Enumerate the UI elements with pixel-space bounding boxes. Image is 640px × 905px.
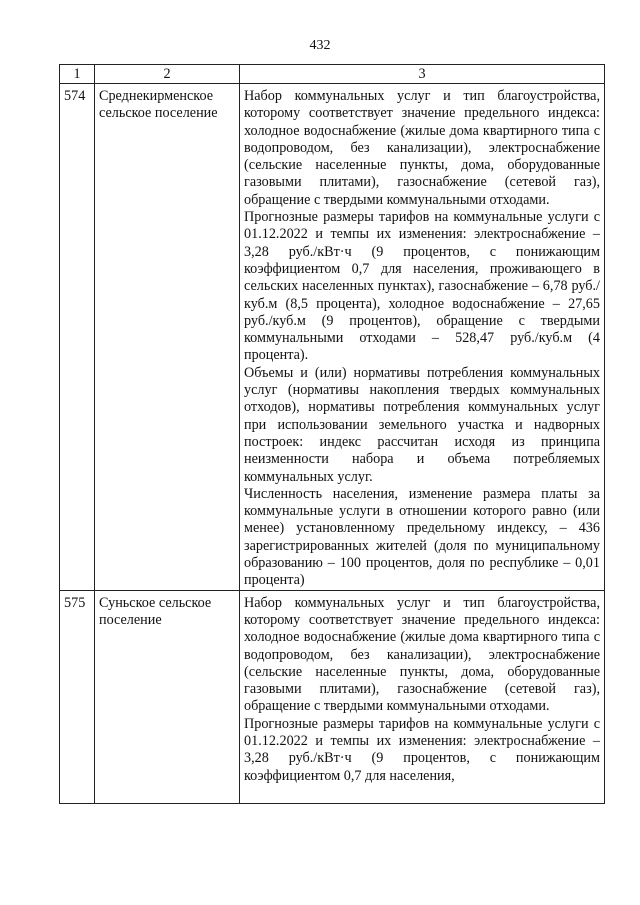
column-header-1: 1 — [60, 65, 95, 84]
row-description — [240, 590, 605, 803]
paragraph-tariffs: Прогнозные размеры тарифов на коммунальные услуги с 01.12.2022 и темпы их изменения: электроснабжение – 3,28 руб./кВт·ч (9 процентов, с понижающим коэффициентом 0,7 для населения, — [244, 715, 600, 784]
paragraph-utilities-set: Набор коммунальных услуг и тип благоустройства, которому соответствует значение предельного индекса: холодное водоснабжение (жилые дома квартирного типа с водопроводом, без канализации), электроснабжение (сельские населенные пункты, дома, оборудованные газовыми плитами), газоснабжение (сетевой газ), обращение с твердыми коммунальными отходами. — [244, 594, 600, 715]
tariff-table — [59, 64, 605, 804]
table-row — [60, 84, 605, 591]
settlement-name: Среднекирменское сельское поселение — [95, 84, 240, 591]
row-number: 574 — [60, 84, 95, 591]
row-number: 575 — [60, 590, 95, 803]
paragraph-utilities-set: Набор коммунальных услуг и тип благоустройства, которому соответствует значение предельного индекса: холодное водоснабжение (жилые дома квартирного типа с водопроводом, без канализации), электроснабжение (сельские населенные пункты, дома, оборудованные газовыми плитами), газоснабжение (сетевой газ), обращение с твердыми коммунальными отходами. — [244, 88, 600, 208]
column-header-3: 3 — [240, 65, 605, 84]
paragraph-consumption-norms: Объемы и (или) нормативы потребления коммунальных услуг (нормативы накопления твердых коммунальных отходов), нормативы потребления коммунальных услуг при использовании земельного участка и надворных построек: индекс рассчитан исходя из принципа неизменности набора и объема потребляемых коммунальных услуг. — [244, 364, 600, 485]
page-number: 432 — [309, 38, 331, 53]
column-header-2: 2 — [95, 65, 240, 84]
row-description — [240, 84, 605, 591]
row-description-continued — [244, 595, 600, 803]
settlement-name: Суньское сельское поселение — [95, 590, 240, 803]
table-row — [60, 590, 605, 803]
paragraph-population: Численность населения, изменение размера платы за коммунальные услуги в отношении которого равно (или менее) установленному предельному индексу, – 436 зарегистрированных жителей (доля по муниципальному образованию – 100 процентов, доля по республике – 0,01 процента) — [244, 485, 600, 589]
paragraph-tariffs: Прогнозные размеры тарифов на коммунальные услуги с 01.12.2022 и темпы их изменения: электроснабжение – 3,28 руб./кВт·ч (9 процентов, с понижающим коэффициентом 0,7 для населения, проживающего в сельских населенных пунктах), газоснабжение – 6,78 руб./куб.м (8,5 процента), холодное водоснабжение – 27,65 руб./куб.м (9 процентов), обращение с твердыми коммунальными отходами – 528,47 руб./куб.м (4 процента). — [244, 209, 600, 364]
table-header-row — [60, 65, 605, 84]
